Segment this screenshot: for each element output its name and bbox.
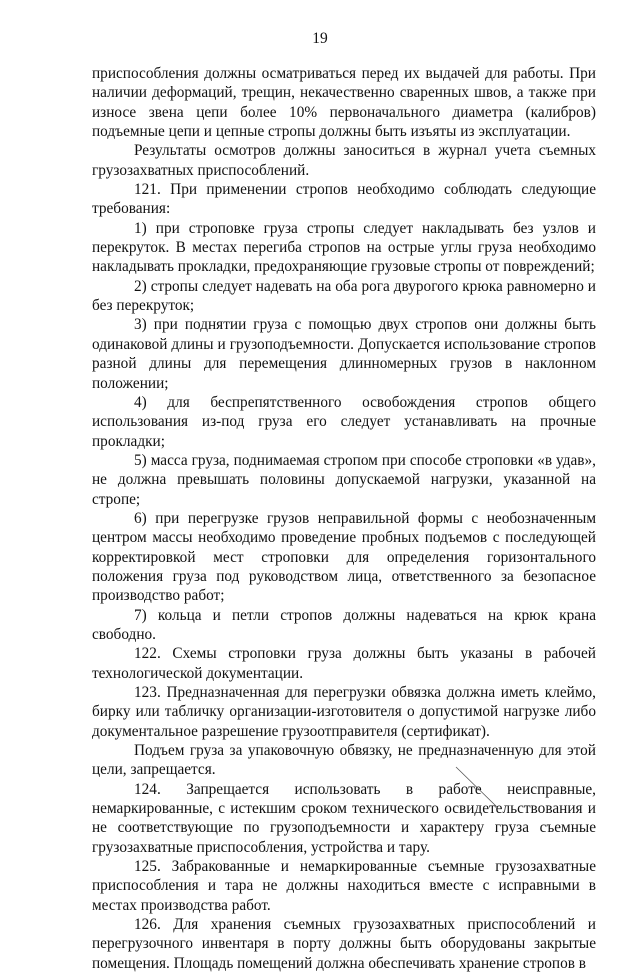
list-item-1: 1) при строповке груза стропы следует накладывать без узлов и перекруток. В местах перегиба стропов на острые углы груза необходимо накладывать прокладки, предохраняющие грузовые стропы от повреждений; (92, 219, 596, 276)
paragraph-item-124: 124. Запрещается использовать в работе неисправные, немаркированные, с истекшим сроком технического освидетельствования и не соответствующие по грузоподъемности и характеру груза съемные грузозахватные приспособления, устройства и тару. (92, 780, 596, 856)
list-item-6: 6) при перегрузке грузов неправильной формы с необозначенным центром массы необходимо проведение пробных подъемов с последующей корректировкой мест строповки для определения горизонтального положения груза под руководством лица, ответственного за безопасное производство работ; (92, 509, 596, 605)
list-item-2: 2) стропы следует надевать на оба рога двурогого крюка равномерно и без перекруток; (92, 277, 596, 315)
paragraph-item-126: 126. Для хранения съемных грузозахватных приспособлений и перегрузочного инвентаря в порту должны быть оборудованы закрытые помещения. Площадь помещений должна обеспечивать хранение стропов в (92, 916, 596, 972)
body-text (92, 64, 596, 973)
list-item-4: 4) для беспрепятственного освобождения стропов общего использования из-под груза его следует устанавливать на прочные прокладки; (92, 393, 596, 450)
list-item-5: 5) масса груза, поднимаемая стропом при способе строповки «в удав», не должна превышать половины допускаемой нагрузки, указанной на стропе; (92, 451, 596, 508)
list-item-3: 3) при поднятии груза с помощью двух стропов они должны быть одинаковой длины и грузоподъемности. Допускается использование стропов разной длины для перемещения длинномерных грузов в наклонном положении; (92, 316, 596, 392)
paragraph-item-123: 123. Предназначенная для перегрузки обвязка должна иметь клеймо, бирку или табличку организации-изготовителя о допустимой нагрузке либо документальное разрешение грузоотправителя (сертификат). (92, 684, 596, 740)
paragraph-item-122: 122. Схемы строповки груза должны быть указаны в рабочей технологической документации. (92, 645, 596, 682)
page-number: 19 (312, 30, 328, 47)
paragraph-packaging-lift: Подъем груза за упаковочную обвязку, не предназначенную для этой цели, запрещается. (92, 742, 596, 779)
paragraph-continuation: приспособления должны осматриваться перед их выдачей для работы. При наличии деформаций, трещин, некачественно сваренных швов, а также при износе звена цепи более 10% первоначального диаметра (калибров) подъемные цепи и цепные стропы должны быть изъяты из эксплуатации. (92, 65, 596, 141)
list-item-7: 7) кольца и петли стропов должны надеваться на крюк крана свободно. (92, 606, 596, 643)
paragraph-item-125: 125. Забракованные и немаркированные съемные грузозахватные приспособления и тара не должны находиться вместе с исправными в местах производства работ. (92, 858, 596, 914)
paragraph-item-121: 121. При применении стропов необходимо соблюдать следующие требования: (92, 181, 596, 218)
stray-pen-mark (455, 766, 499, 808)
paragraph-inspection-log: Результаты осмотров должны заноситься в журнал учета съемных грузозахватных приспособлений. (92, 142, 596, 179)
